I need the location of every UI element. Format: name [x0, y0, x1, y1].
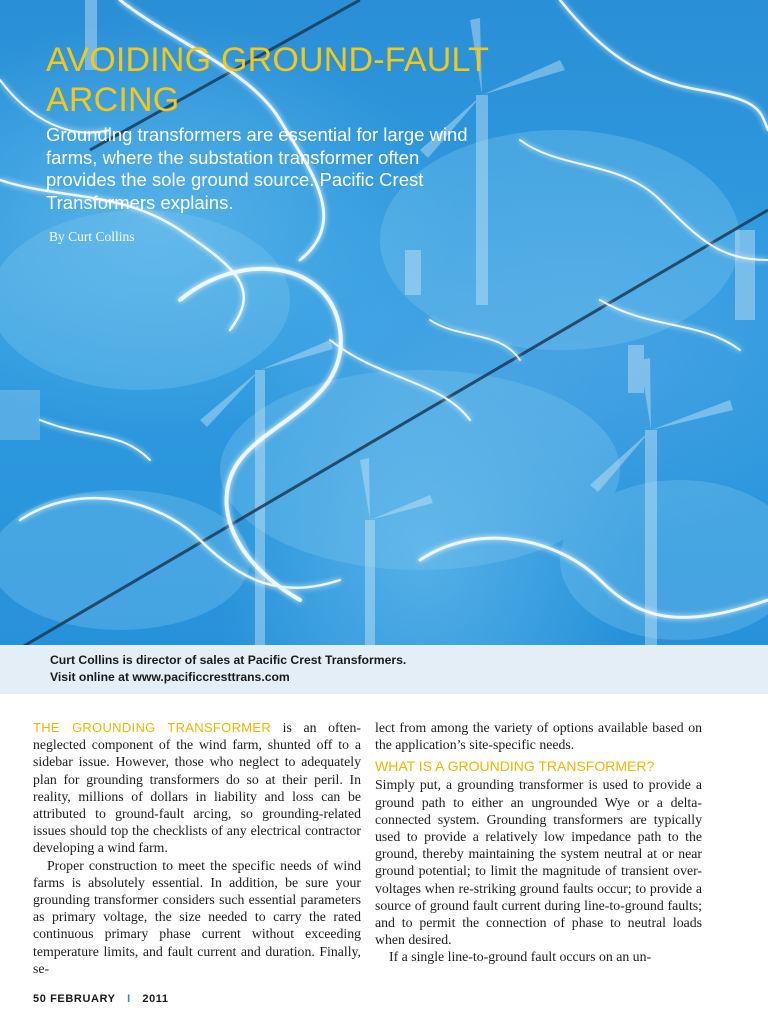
body-column-right: [375, 719, 702, 966]
body-column-left: [33, 719, 361, 977]
article-subtitle: Grounding transformers are essential for large wind farms, where the substation transformer often provides the sole ground source. Pacific Crest Transformers explains.: [46, 124, 468, 213]
paragraph-continuation: lect from among the variety of options available based on the application’s site-specific needs.: [375, 720, 702, 753]
article-byline: By Curt Collins: [49, 229, 135, 244]
section-heading: WHAT IS A GROUNDING TRANSFORMER?: [375, 758, 655, 775]
author-website: Visit online at www.pacificcresttrans.com: [50, 670, 290, 684]
page-footer: [33, 993, 169, 1005]
lead-in: THE GROUNDING TRANSFORMER: [33, 720, 272, 735]
article-title: AVOIDING GROUND-FAULT ARCING: [46, 41, 489, 119]
author-caption: [0, 645, 768, 694]
page-number: 50: [33, 993, 47, 1005]
paragraph-definition: Simply put, a grounding transformer is used to provide a ground path to either an ungrounded Wye or a delta-connected system. Grounding transformers are typically used to provide a relatively low impedance path to the ground, thereby maintaining the system neutral at or near ground potential; to limit the magnitude of transient over-voltages when re-striking ground faults occur; to provide a source of ground fault current during line-to-ground faults; and to permit the connection of phase to neutral loads when desired.: [375, 777, 702, 948]
footer-month: FEBRUARY: [50, 993, 116, 1005]
author-bio: Curt Collins is director of sales at Pacific Crest Transformers.: [50, 653, 407, 667]
footer-separator: I: [127, 993, 131, 1005]
paragraph-intro: [33, 719, 361, 857]
paragraph-intro-text: is an often-neglected component of the wind farm, shunted off to a sidebar issue. However, those who neglect to adequately plan for grounding transformers do so at their peril. In reality, millions of dollars in liability and loss can be attributed to ground-fault arcing, so grounding-related issues should top the checklists of any electrical contractor developing a wind farm.: [33, 720, 362, 856]
footer-year: 2011: [142, 993, 169, 1005]
paragraph-fault: If a single line-to-ground fault occurs on an un-: [389, 949, 652, 965]
paragraph-construction: Proper construction to meet the specific needs of wind farms is absolutely essential. In addition, be sure your grounding transformer considers such essential parameters as primary voltage, the size needed to carry the rated continuous primary phase current without exceeding temperature limits, and fault current and duration. Finally, se-: [33, 857, 361, 976]
